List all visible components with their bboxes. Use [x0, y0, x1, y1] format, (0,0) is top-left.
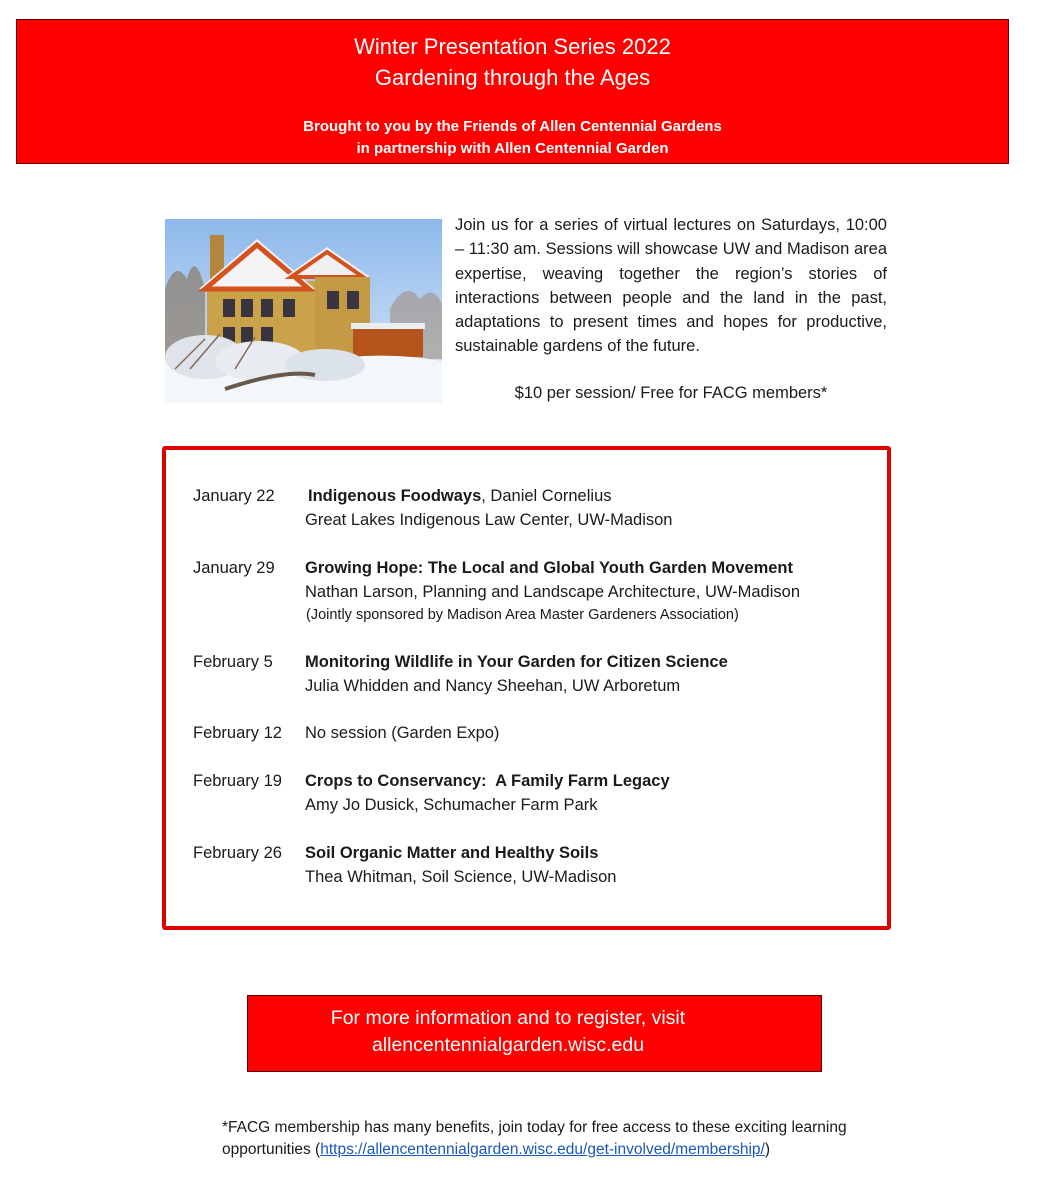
- event-date: February 12: [193, 724, 282, 742]
- event-affiliation: Nathan Larson, Planning and Landscape Architecture, UW-Madison: [305, 583, 800, 601]
- footnote-text: *FACG membership has many benefits, join today for free access to these exciting learning opportunities (: [222, 1119, 847, 1158]
- event-affiliation: Julia Whidden and Nancy Sheehan, UW Arboretum: [305, 677, 681, 695]
- event-date: February 26: [193, 844, 282, 862]
- event-title: Monitoring Wildlife in Your Garden for Citizen Science: [305, 653, 728, 671]
- event-speaker: , Daniel Cornelius: [481, 487, 612, 505]
- event-title: Crops to Conservancy: A Family Farm Legacy: [305, 772, 670, 790]
- event-no-session: No session (Garden Expo): [305, 724, 500, 742]
- event-title-line: [305, 769, 670, 793]
- register-website[interactable]: allencentennialgarden.wisc.edu: [371, 1034, 645, 1056]
- event-date: January 22: [193, 487, 275, 505]
- price-line: $10 per session/ Free for FACG members*: [514, 384, 828, 402]
- membership-footnote: [222, 1117, 922, 1161]
- membership-link[interactable]: https://allencentennialgarden.wisc.edu/get-involved/membership/: [320, 1141, 765, 1158]
- event-affiliation: Thea Whitman, Soil Science, UW-Madison: [305, 868, 617, 886]
- event-title-line: [305, 650, 728, 674]
- sponsor-line: Brought to you by the Friends of Allen Centennial Gardens: [303, 118, 722, 135]
- event-title-line: [305, 841, 598, 865]
- event-title: Soil Organic Matter and Healthy Soils: [305, 844, 599, 862]
- event-note: (Jointly sponsored by Madison Area Master Gardeners Association): [306, 607, 739, 623]
- schedule-box: [162, 446, 891, 930]
- footnote-close: ): [764, 1141, 770, 1158]
- register-callout: [247, 995, 822, 1072]
- series-subtitle: Gardening through the Ages: [374, 65, 651, 90]
- house-illustration: [165, 219, 442, 403]
- register-text: For more information and to register, visit: [330, 1007, 686, 1029]
- intro-paragraph: Join us for a series of virtual lectures on Saturdays, 10:00 – 11:30 am. Sessions will showcase UW and Madison area expertise, weaving together the region’s stories of interactions between people and the land in the past, adaptations to present times and hopes for productive, sustainable gardens of the future.: [455, 216, 887, 356]
- event-date: January 29: [193, 559, 275, 577]
- event-affiliation: Amy Jo Dusick, Schumacher Farm Park: [305, 796, 598, 814]
- event-date: February 5: [193, 653, 273, 671]
- house-photo: [165, 219, 442, 403]
- event-title-line: [308, 484, 612, 508]
- series-title: Winter Presentation Series 2022: [354, 34, 671, 59]
- event-title: Growing Hope: The Local and Global Youth Garden Movement: [305, 559, 794, 577]
- partner-line: in partnership with Allen Centennial Garden: [356, 140, 669, 157]
- event-title-line: [305, 556, 793, 580]
- event-date: February 19: [193, 772, 282, 790]
- header-banner: [16, 19, 1009, 164]
- event-title: Indigenous Foodways: [308, 487, 482, 505]
- event-affiliation: Great Lakes Indigenous Law Center, UW-Madison: [305, 511, 673, 529]
